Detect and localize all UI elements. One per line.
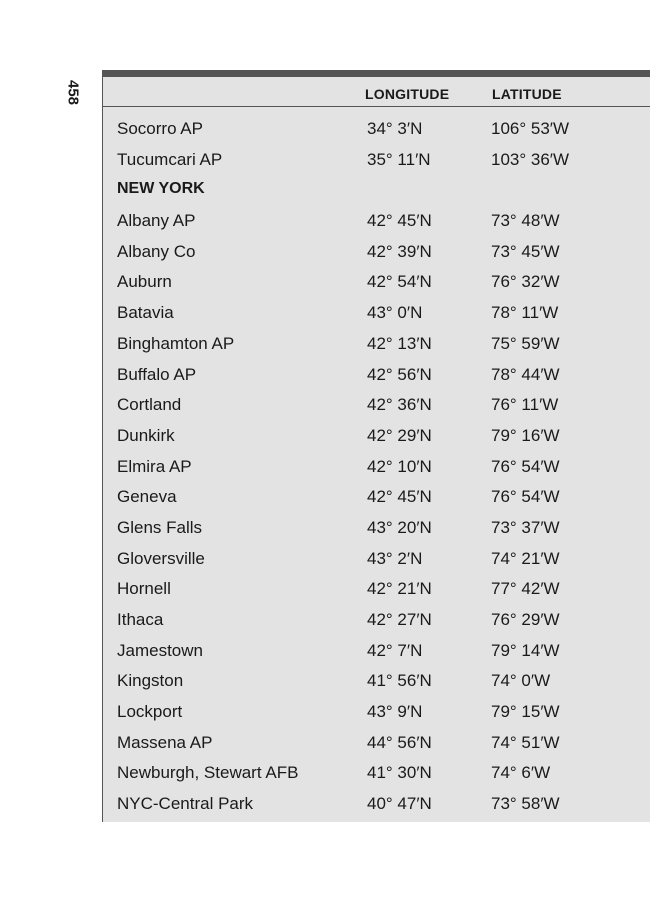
table-row — [103, 299, 650, 330]
longitude-value: 43° 9′N — [367, 702, 423, 722]
longitude-header: LONGITUDE — [365, 86, 450, 102]
longitude-value: 42° 39′N — [367, 241, 432, 261]
table-row — [103, 759, 650, 790]
station-name: Newburgh, Stewart AFB — [117, 763, 299, 783]
station-name: Auburn — [117, 272, 172, 292]
table-row — [103, 514, 650, 545]
latitude-value: 74° 6′W — [491, 763, 551, 783]
table-row — [103, 483, 650, 514]
longitude-value: 43° 2′N — [367, 548, 423, 568]
latitude-value: 74° 51′W — [491, 732, 560, 752]
table-row — [103, 453, 650, 484]
station-name: Elmira AP — [117, 456, 192, 476]
station-name: Lockport — [117, 702, 183, 722]
latitude-value: 76° 11′W — [491, 395, 559, 415]
table-row — [103, 575, 650, 606]
longitude-value: 42° 7′N — [367, 640, 423, 660]
station-name: Ithaca — [117, 610, 164, 629]
station-name: Tucumcari AP — [117, 149, 223, 169]
table-row — [103, 667, 650, 698]
longitude-value: 40° 47′N — [367, 794, 432, 814]
latitude-value: 76° 32′W — [491, 272, 560, 292]
station-name: Hornell — [117, 579, 171, 599]
latitude-value: 76° 54′W — [491, 456, 560, 476]
station-name: Massena AP — [117, 732, 213, 752]
latitude-value: 106° 53′W — [491, 119, 570, 138]
station-name: NYC-Central Park — [117, 794, 254, 814]
station-name: Batavia — [117, 303, 174, 323]
station-name: Jamestown — [117, 640, 203, 660]
latitude-value: 73° 45′W — [491, 241, 560, 261]
station-name: Kingston — [117, 671, 184, 691]
longitude-value: 42° 10′N — [367, 456, 432, 476]
longitude-value: 42° 36′N — [367, 395, 432, 415]
latitude-value: 73° 37′W — [491, 517, 560, 537]
table-body — [103, 115, 650, 821]
page-number: 458 — [64, 79, 82, 106]
table-row — [103, 545, 650, 576]
table-row — [103, 330, 650, 361]
longitude-value: 43° 20′N — [367, 517, 432, 537]
station-name: Gloversville — [117, 548, 205, 568]
table-header-row — [103, 77, 650, 107]
station-name: Buffalo AP — [117, 364, 197, 384]
station-name: Binghamton AP — [117, 333, 235, 353]
latitude-value: 75° 59′W — [491, 333, 560, 353]
coordinates-table — [102, 70, 650, 822]
latitude-value: 78° 11′W — [491, 303, 559, 323]
table-row — [103, 422, 650, 453]
table-row — [103, 268, 650, 299]
longitude-value: 34° 3′N — [367, 119, 423, 138]
table-row — [103, 790, 650, 821]
table-row — [103, 698, 650, 729]
latitude-value: 76° 54′W — [491, 487, 560, 507]
latitude-value: 77° 42′W — [491, 579, 560, 599]
longitude-value: 43° 0′N — [367, 303, 423, 323]
longitude-value: 42° 54′N — [367, 272, 432, 292]
longitude-value: 42° 56′N — [367, 364, 432, 384]
station-name: Cortland — [117, 395, 182, 415]
longitude-value: 41° 30′N — [367, 763, 432, 783]
table-row — [103, 238, 650, 269]
latitude-value: 73° 58′W — [491, 794, 560, 814]
latitude-value: 74° 21′W — [491, 548, 560, 568]
latitude-header: LATITUDE — [492, 86, 562, 102]
longitude-value: 42° 21′N — [367, 579, 432, 599]
longitude-value: 44° 56′N — [367, 732, 432, 752]
longitude-value: 42° 45′N — [367, 487, 432, 507]
table-row — [103, 391, 650, 422]
table-row — [103, 361, 650, 392]
station-name: Socorro AP — [117, 119, 203, 138]
table-row — [103, 207, 650, 238]
station-name: Glens Falls — [117, 517, 203, 537]
longitude-value: 42° 45′N — [367, 211, 432, 231]
longitude-value: 42° 29′N — [367, 425, 432, 445]
latitude-value: 79° 15′W — [491, 702, 560, 722]
latitude-value: 76° 29′W — [491, 610, 560, 629]
table-row — [103, 606, 650, 637]
latitude-value: 74° 0′W — [491, 671, 551, 691]
state-section-header — [103, 176, 650, 207]
latitude-value: 79° 16′W — [491, 425, 560, 445]
latitude-value: 103° 36′W — [491, 149, 570, 169]
state-name: NEW YORK — [117, 180, 205, 198]
table-row — [103, 637, 650, 668]
table-row — [103, 729, 650, 760]
longitude-value: 41° 56′N — [367, 671, 432, 691]
longitude-value: 42° 27′N — [367, 610, 432, 629]
table-row — [103, 146, 650, 177]
longitude-value: 35° 11′N — [367, 149, 431, 169]
station-name: Albany AP — [117, 211, 196, 231]
station-name: Dunkirk — [117, 425, 175, 445]
table-top-rule — [103, 70, 650, 77]
latitude-value: 79° 14′W — [491, 640, 560, 660]
table-row — [103, 115, 650, 146]
station-name: Albany Co — [117, 241, 196, 261]
longitude-value: 42° 13′N — [367, 333, 432, 353]
station-name: Geneva — [117, 487, 177, 507]
latitude-value: 73° 48′W — [491, 211, 560, 231]
latitude-value: 78° 44′W — [491, 364, 560, 384]
